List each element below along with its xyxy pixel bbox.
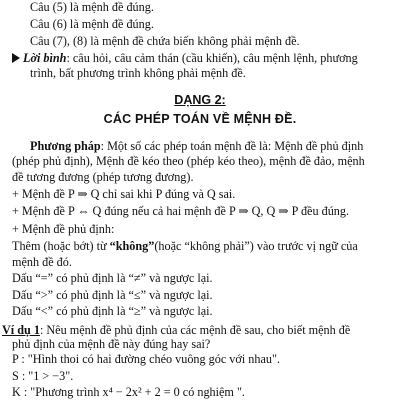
negation-rule-line2: mệnh đề đó. (12, 254, 72, 269)
statement-k: K : "Phương trình x⁴ − 2x² + 2 = 0 có nghiệm ". (12, 385, 245, 400)
loi-binh-line1 (12, 51, 358, 65)
negation-rule-line1 (12, 239, 358, 253)
example-text1: : Nêu mệnh đề phủ định của các mệnh đề sau, cho biết mệnh đề (39, 322, 351, 337)
bullet-equivalence: + Mệnh đề P ⇔ Q đúng nếu cả hai mệnh đề P ⇒ Q, Q ⇒ P đều đúng. (12, 204, 350, 219)
example-line1 (2, 323, 350, 337)
sign-rule-equal: Dấu “=” có phủ định là “≠” và ngược lại. (12, 271, 213, 286)
sign-rule-less: Dấu “<” có phủ định là “≥” và ngược lại. (12, 304, 213, 319)
loi-binh-label: Lời bình (23, 50, 67, 65)
rule-text-a: Thêm (hoặc bớt) từ (12, 238, 110, 253)
method-line3: đề tương đương (phép tương đương). (12, 170, 194, 185)
triangle-right-icon (12, 53, 20, 63)
line-cau78: Câu (7), (8) là mệnh đề chứa biến không phải mệnh đề. (30, 34, 300, 48)
section-dang: DẠNG 2: (174, 92, 226, 107)
loi-binh-line2: trình, bất phương trình không phải mệnh đề. (30, 66, 246, 81)
rule-text-c: (hoặc “không phải”) vào trước vị ngữ của (154, 238, 358, 253)
bullet-implication: + Mệnh đề P ⇒ Q chỉ sai khi P đúng và Q sai. (12, 186, 236, 201)
line-cau5: Câu (5) là mệnh đề đúng. (30, 0, 154, 14)
method-line1 (30, 139, 363, 153)
statement-s: S : "1 > −3". (12, 368, 74, 383)
line-cau6: Câu (6) là mệnh đề đúng. (30, 16, 154, 31)
example-line2: phủ định của mệnh đề này đúng hay sai? (12, 337, 211, 352)
section-title: CÁC PHÉP TOÁN VỀ MỆNH ĐỀ. (103, 112, 297, 127)
loi-binh-text1: : câu hỏi, câu cảm thán (cầu khiến), câu mệnh lệnh, phương (66, 50, 358, 65)
sign-rule-greater: Dấu “>” có phủ định là “≤” và ngược lại. (12, 287, 213, 302)
method-label: Phương pháp (30, 138, 101, 153)
statement-p: P : "Hình thoi có hai đường chéo vuông góc với nhau". (12, 352, 280, 367)
rule-keyword: “không” (109, 238, 155, 253)
bullet-negation: + Mệnh đề phủ định: (12, 221, 115, 236)
method-text1: : Một số các phép toán mệnh đề là: Mệnh đề phủ định (100, 138, 364, 153)
example-label: Ví dụ 1 (2, 322, 40, 337)
method-line2: (phép phủ định), Mệnh đề kéo theo (phép kéo theo), mệnh đề đảo, mệnh (12, 154, 365, 169)
